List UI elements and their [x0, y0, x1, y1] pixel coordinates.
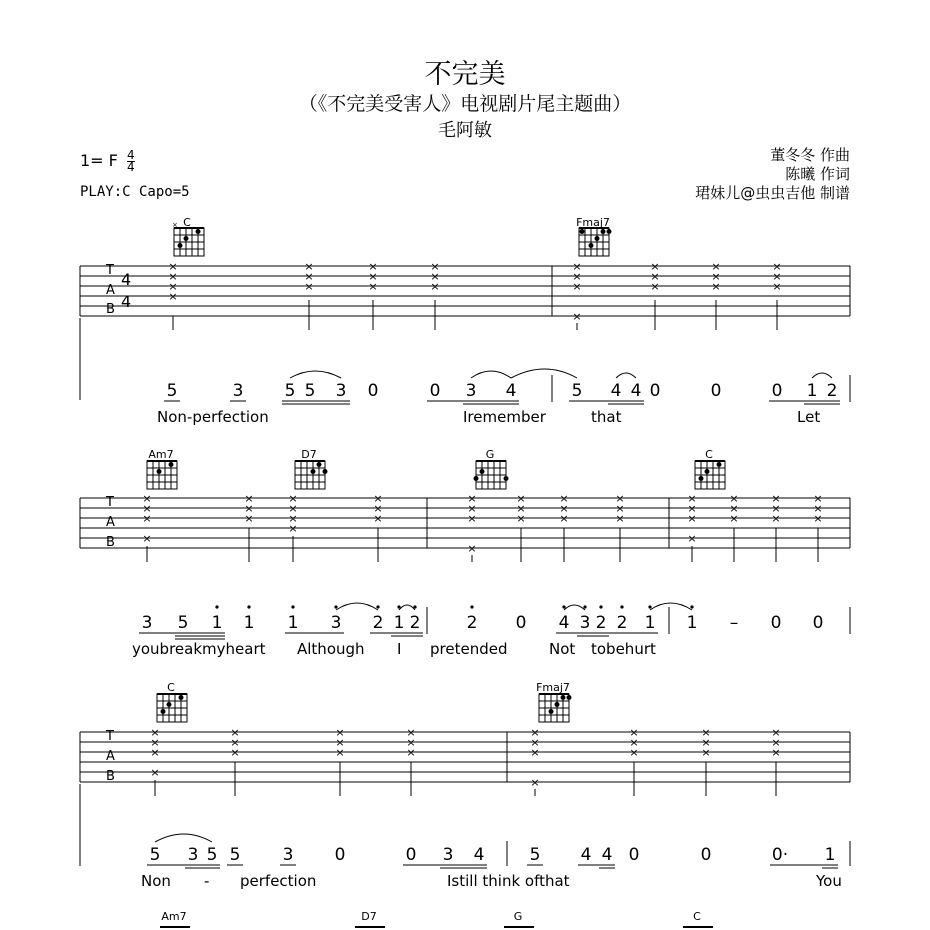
chord-name: G: [485, 448, 495, 461]
svg-text:A: A: [106, 749, 115, 764]
svg-text:×: ×: [650, 280, 660, 293]
svg-text:×: ×: [559, 512, 569, 525]
svg-text:×: ×: [629, 746, 639, 759]
note: 5: [571, 381, 583, 401]
svg-text:B: B: [106, 535, 115, 550]
lyric: Although: [297, 640, 365, 658]
svg-text:×: ×: [244, 492, 254, 505]
svg-text:A: A: [106, 283, 115, 298]
svg-text:B: B: [106, 769, 115, 784]
chord-diagram-fmaj7: [576, 216, 611, 256]
svg-text:×: ×: [615, 502, 625, 515]
svg-text:×: ×: [172, 221, 178, 229]
svg-text:×: ×: [373, 502, 383, 515]
svg-text:×: ×: [467, 492, 477, 505]
singer-name: 毛阿敏: [438, 120, 492, 141]
svg-text:×: ×: [288, 522, 298, 535]
chord-name: C: [705, 448, 713, 461]
svg-text:×: ×: [687, 532, 697, 545]
chord-name: Fmaj7: [576, 216, 610, 229]
time-bottom: 4: [126, 160, 135, 174]
notation-2: [142, 613, 824, 633]
octave-dots-2: [215, 605, 693, 608]
svg-text:×: ×: [813, 512, 823, 525]
svg-text:×: ×: [373, 512, 383, 525]
lyric: that: [591, 408, 622, 426]
lyricist-credit: 陈曦 作词: [785, 165, 850, 183]
svg-text:×: ×: [687, 512, 697, 525]
lyric: Iremember: [463, 408, 546, 426]
svg-text:×: ×: [304, 280, 314, 293]
note: 1: [644, 613, 656, 633]
svg-text:×: ×: [729, 502, 739, 515]
chord-name: Fmaj7: [536, 681, 570, 694]
svg-text:×: ×: [629, 726, 639, 739]
note: 2: [409, 613, 421, 633]
note: 5: [177, 613, 189, 633]
note: 2: [595, 613, 607, 633]
note: 3: [579, 613, 591, 633]
svg-text:×: ×: [150, 726, 160, 739]
svg-text:×: ×: [572, 270, 582, 283]
svg-text:×: ×: [288, 492, 298, 505]
svg-text:×: ×: [150, 766, 160, 779]
svg-text:×: ×: [244, 502, 254, 515]
svg-text:×: ×: [530, 736, 540, 749]
svg-text:×: ×: [168, 260, 178, 273]
chord-name: C: [183, 216, 191, 229]
svg-text:×: ×: [304, 270, 314, 283]
svg-text:×: ×: [729, 492, 739, 505]
time-top: 4: [126, 148, 135, 162]
composer-credit: 董冬冬 作曲: [770, 146, 850, 164]
note: 0: [367, 381, 379, 401]
lyrics-2: [132, 640, 656, 658]
svg-text:×: ×: [406, 746, 416, 759]
note: 2: [616, 613, 628, 633]
chord-diagram-c: [157, 681, 187, 722]
svg-text:×: ×: [430, 260, 440, 273]
svg-text:×: ×: [368, 270, 378, 283]
svg-text:×: ×: [288, 502, 298, 515]
stems-2: [147, 528, 818, 562]
svg-text:×: ×: [771, 726, 781, 739]
svg-text:×: ×: [368, 260, 378, 273]
note: 5: [166, 381, 178, 401]
svg-text:×: ×: [467, 502, 477, 515]
note: 0: [405, 845, 417, 865]
system-2: [80, 448, 850, 658]
chord-diagram-fmaj7: [536, 681, 571, 722]
svg-text:×: ×: [771, 746, 781, 759]
note: 1: [806, 381, 818, 401]
key-label: 1= F: [80, 151, 118, 170]
svg-text:×: ×: [368, 280, 378, 293]
lyric: tobehurt: [591, 640, 656, 658]
svg-text:×: ×: [142, 492, 152, 505]
chord-name: G: [513, 910, 523, 923]
svg-text:×: ×: [516, 512, 526, 525]
lyric: perfection: [240, 872, 317, 890]
note: 0: [429, 381, 441, 401]
note: 2: [372, 613, 384, 633]
chord-diagram-d7: [295, 448, 328, 489]
svg-text:×: ×: [244, 512, 254, 525]
lyrics-1: [157, 408, 820, 426]
chord-name: Am7: [161, 910, 187, 923]
lyric: You: [816, 872, 842, 890]
note: 4: [558, 613, 570, 633]
svg-text:×: ×: [516, 492, 526, 505]
lyric: youbreakmyheart: [132, 640, 266, 658]
note: 0: [770, 613, 782, 633]
svg-text:×: ×: [168, 270, 178, 283]
svg-text:T: T: [106, 263, 114, 278]
svg-text:×: ×: [615, 512, 625, 525]
svg-text:×: ×: [615, 492, 625, 505]
svg-text:×: ×: [772, 260, 782, 273]
system-4: [160, 910, 713, 927]
note: 4: [580, 845, 592, 865]
note: 4: [630, 381, 642, 401]
svg-text:×: ×: [168, 280, 178, 293]
svg-text:×: ×: [771, 736, 781, 749]
chord-name: C: [167, 681, 175, 694]
note: 3: [330, 613, 342, 633]
note: 3: [232, 381, 244, 401]
svg-text:×: ×: [572, 280, 582, 293]
svg-text:×: ×: [373, 492, 383, 505]
svg-text:×: ×: [559, 502, 569, 515]
svg-text:×: ×: [650, 260, 660, 273]
lyric: Istill think ofthat: [447, 872, 570, 890]
note: 0: [771, 381, 783, 401]
svg-text:T: T: [106, 729, 114, 744]
note: 0: [710, 381, 722, 401]
note: 3: [335, 381, 347, 401]
svg-text:B: B: [106, 302, 115, 317]
note: 5: [304, 381, 316, 401]
note: 4: [505, 381, 517, 401]
note: 3: [465, 381, 477, 401]
chord-name: D7: [301, 448, 317, 461]
svg-text:×: ×: [701, 736, 711, 749]
note: 1: [287, 613, 299, 633]
stems-3: [155, 762, 776, 796]
lyric: -: [204, 872, 210, 890]
svg-text:×: ×: [230, 746, 240, 759]
svg-text:×: ×: [516, 502, 526, 515]
svg-text:×: ×: [771, 502, 781, 515]
svg-text:×: ×: [650, 270, 660, 283]
chord-diagram-g: [474, 448, 509, 489]
note: 1: [824, 845, 836, 865]
svg-text:×: ×: [729, 512, 739, 525]
svg-text:T: T: [106, 495, 114, 510]
svg-text:×: ×: [813, 502, 823, 515]
svg-text:×: ×: [467, 512, 477, 525]
svg-text:×: ×: [813, 492, 823, 505]
svg-text:×: ×: [406, 726, 416, 739]
svg-text:×: ×: [230, 736, 240, 749]
note: 0·: [771, 845, 789, 865]
svg-text:4: 4: [121, 270, 132, 289]
chord-diagram-am7: [147, 448, 177, 489]
svg-text:×: ×: [701, 746, 711, 759]
svg-text:×: ×: [142, 532, 152, 545]
lyric: Let: [797, 408, 821, 426]
strum-marks-1: [168, 260, 781, 323]
stems-1: [173, 300, 777, 330]
svg-text:×: ×: [572, 260, 582, 273]
chord-diagram-c: [695, 448, 725, 489]
svg-text:×: ×: [687, 502, 697, 515]
chord-name: Am7: [148, 448, 174, 461]
note: 0: [334, 845, 346, 865]
note: 3: [282, 845, 294, 865]
svg-text:×: ×: [771, 492, 781, 505]
svg-text:×: ×: [150, 736, 160, 749]
svg-text:×: ×: [772, 270, 782, 283]
chord-name: C: [693, 910, 701, 923]
note: 0: [515, 613, 527, 633]
chord-name: D7: [361, 910, 377, 923]
lyric: pretended: [430, 640, 508, 658]
notation-1: [167, 381, 838, 401]
svg-text:×: ×: [142, 512, 152, 525]
svg-text:×: ×: [430, 280, 440, 293]
note: 0: [812, 613, 824, 633]
svg-text:×: ×: [467, 542, 477, 555]
song-title: 不完美: [424, 59, 506, 90]
notation-3: [150, 845, 836, 865]
svg-text:×: ×: [335, 736, 345, 749]
lyrics-3: [141, 872, 842, 890]
note: 5: [529, 845, 541, 865]
strum-marks-3: [150, 726, 780, 789]
note: 2: [466, 613, 478, 633]
svg-text:×: ×: [530, 776, 540, 789]
underlines-3: [147, 834, 838, 868]
note: 0: [628, 845, 640, 865]
lyric: Not: [549, 640, 576, 658]
svg-text:×: ×: [687, 492, 697, 505]
tab-staff-1: [80, 266, 850, 316]
svg-text:×: ×: [150, 746, 160, 759]
underlines-1: [164, 369, 840, 404]
svg-text:×: ×: [335, 726, 345, 739]
note: 5: [149, 845, 161, 865]
chord-diagram-c: [172, 216, 204, 256]
note: 4: [601, 845, 613, 865]
note: 1: [243, 613, 255, 633]
strum-marks-2: [142, 492, 822, 555]
svg-text:×: ×: [572, 310, 582, 323]
svg-text:×: ×: [406, 736, 416, 749]
svg-text:×: ×: [530, 726, 540, 739]
note: 3: [187, 845, 199, 865]
svg-text:×: ×: [711, 280, 721, 293]
transcriber-credit: 珺妹儿@虫虫吉他 制谱: [695, 184, 850, 202]
note: 5: [229, 845, 241, 865]
lyric: Non: [141, 872, 171, 890]
svg-text:×: ×: [304, 260, 314, 273]
note: 4: [473, 845, 485, 865]
play-capo-info: PLAY:C Capo=5: [80, 184, 190, 200]
system-3: [80, 681, 850, 890]
note: 3: [141, 613, 153, 633]
svg-text:×: ×: [772, 280, 782, 293]
system-1: [80, 216, 850, 426]
song-subtitle: （《不完美受害人》电视剧片尾主题曲）: [298, 93, 632, 115]
svg-text:×: ×: [335, 746, 345, 759]
svg-text:×: ×: [771, 512, 781, 525]
note: 2: [826, 381, 838, 401]
lyric: I: [397, 640, 402, 658]
note: 1: [211, 613, 223, 633]
svg-text:A: A: [106, 515, 115, 530]
note: 3: [442, 845, 454, 865]
svg-text:×: ×: [230, 726, 240, 739]
note: 1: [393, 613, 405, 633]
note: 4: [610, 381, 622, 401]
svg-text:×: ×: [711, 270, 721, 283]
note: 1: [686, 613, 698, 633]
svg-text:4: 4: [121, 292, 132, 311]
note: 5: [206, 845, 218, 865]
svg-text:×: ×: [701, 726, 711, 739]
svg-text:×: ×: [530, 746, 540, 759]
note: 0: [700, 845, 712, 865]
note: 5: [284, 381, 296, 401]
svg-text:×: ×: [142, 502, 152, 515]
svg-text:×: ×: [629, 736, 639, 749]
svg-text:×: ×: [288, 512, 298, 525]
svg-text:×: ×: [168, 290, 178, 303]
svg-text:×: ×: [559, 492, 569, 505]
svg-text:×: ×: [430, 270, 440, 283]
note: 0: [649, 381, 661, 401]
svg-text:×: ×: [711, 260, 721, 273]
note: –: [729, 613, 739, 633]
tab-staff-3: [80, 732, 850, 782]
lyric: Non-perfection: [157, 408, 269, 426]
